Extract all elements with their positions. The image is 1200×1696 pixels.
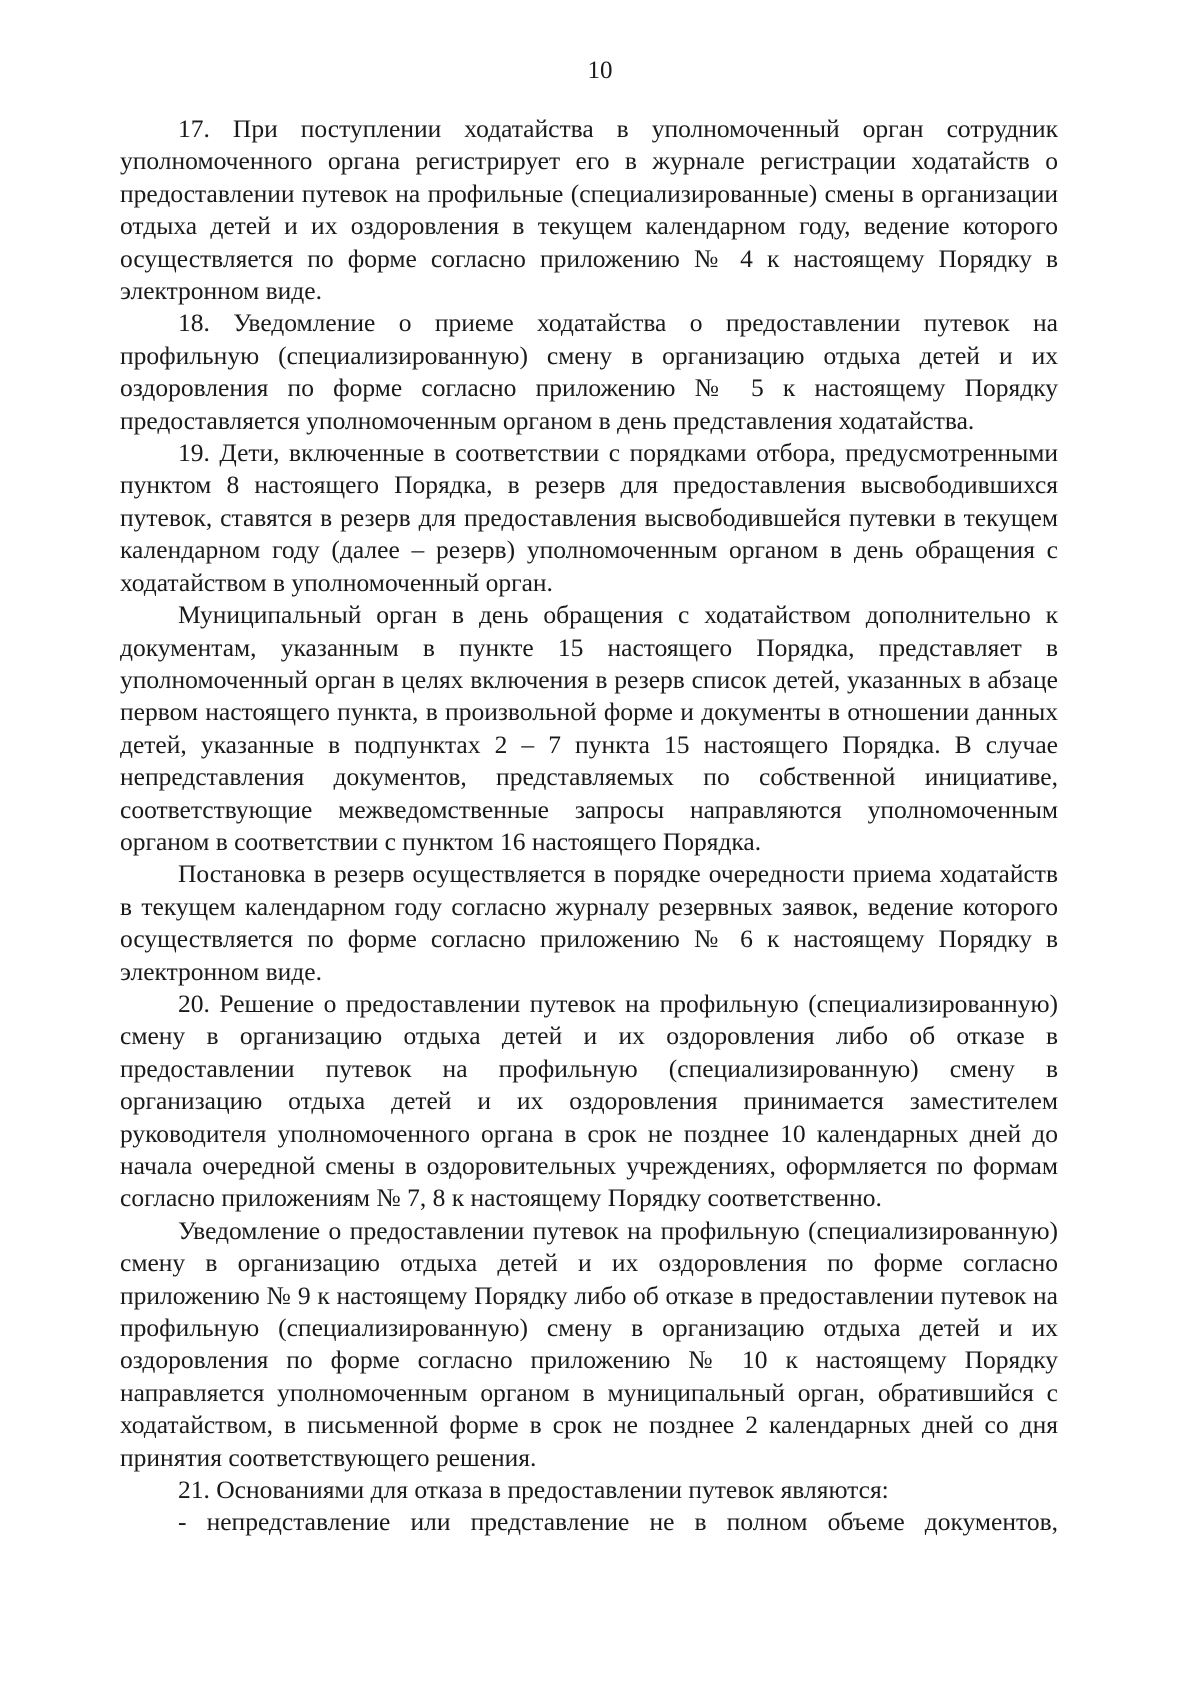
paragraph-21-item-1: - непредставление или представление не в полном объеме документов, [178, 1507, 1058, 1537]
paragraph-19-municipal-body: Муниципальный орган в день обращения с ходатайством дополнительно к документам, указанным в пункте 15 настоящего Порядка, представляет в уполномоченный орган в целях включения в резерв список детей, указанных в абзаце первом настоящего пункта, в произвольной форме и документы в отношении данных детей, указанные в подпунктах 2 – 7 пункта 15 настоящего Порядка. В случае непредставления документов, представляемых по собственной инициативе, соответствующие межведомственные запросы направляются уполномоченным органом в соответствии с пунктом 16 настоящего Порядка. [120, 600, 1058, 856]
paragraph-17: 17. При поступлении ходатайства в уполномоченный орган сотрудник уполномоченного органа регистрирует его в журнале регистрации ходатайств о предоставлении путевок на профильные (специализированные) смены в организации отдыха детей и их оздоровления в текущем календарном году, ведение которого осуществляется по форме согласно приложению № 4 к настоящему Порядку в электронном виде. [120, 114, 1058, 306]
paragraph-18: 18. Уведомление о приеме ходатайства о предоставлении путевок на профильную (специализированную) смену в организацию отдыха детей и их оздоровления по форме согласно приложению № 5 к настоящему Порядку предоставляется уполномоченным органом в день представления ходатайства. [120, 308, 1058, 435]
paragraph-21: 21. Основаниями для отказа в предоставлении путевок являются: [178, 1475, 889, 1505]
paragraph-19: 19. Дети, включенные в соответствии с порядками отбора, предусмотренными пунктом 8 настоящего Порядка, в резерв для предоставления высвободившихся путевок, ставятся в резерв для предоставления высвободившейся путевки в текущем календарном году (далее – резерв) уполномоченным органом в день обращения с ходатайством в уполномоченный орган. [120, 438, 1058, 597]
paragraph-20-notification: Уведомление о предоставлении путевок на профильную (специализированную) смену в организацию отдыха детей и их оздоровления по форме согласно приложению № 9 к настоящему Порядку либо об отказе в предоставлении путевок на профильную (специализированную) смену в организацию отдыха детей и их оздоровления по форме согласно приложению № 10 к настоящему Порядку направляется уполномоченным органом в муниципальный орган, обратившийся с ходатайством, в письменной форме в срок не позднее 2 календарных дней со дня принятия соответствующего решения. [120, 1215, 1058, 1472]
paragraph-19-reserve-placement: Постановка в резерв осуществляется в порядке очередности приема ходатайств в текущем календарном году согласно журналу резервных заявок, ведение которого осуществляется по форме согласно приложению № 6 к настоящему Порядку в электронном виде. [120, 859, 1058, 986]
page-number: 10 [587, 57, 613, 84]
document-body [120, 113, 1058, 1539]
paragraph-20: 20. Решение о предоставлении путевок на профильную (специализированную) смену в организацию отдыха детей и их оздоровления либо об отказе в предоставлении путевок на профильную (специализированную) смену в организацию отдыха детей и их оздоровления принимается заместителем руководителя уполномоченного органа в срок не позднее 10 календарных дней до начала очередной смены в оздоровительных учреждениях, оформляется по формам согласно приложениям № 7, 8 к настоящему Порядку соответственно. [120, 988, 1058, 1213]
